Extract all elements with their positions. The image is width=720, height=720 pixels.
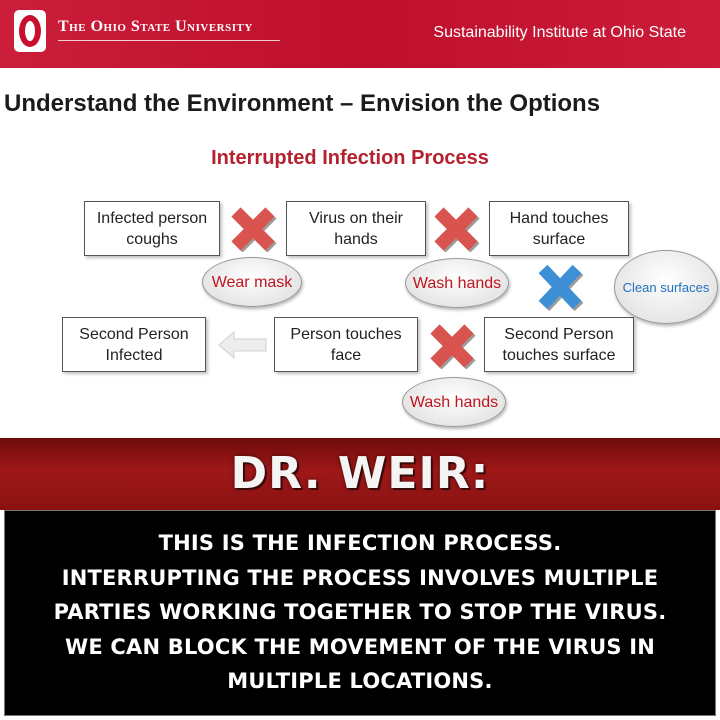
intervention-wash-hands-2: Wash hands <box>402 377 506 427</box>
blocked-x-icon <box>228 206 278 252</box>
step-infected-coughs: Infected person coughs <box>84 201 220 256</box>
institute-name: Sustainability Institute at Ohio State <box>433 24 686 41</box>
diagram-title: Interrupted Infection Process <box>211 147 489 169</box>
caption-line: MULTIPLE LOCATIONS. <box>227 669 493 693</box>
slide-title: Understand the Environment – Envision the Options <box>4 90 601 117</box>
caption-line: PARTIES WORKING TOGETHER TO STOP THE VIRUS. <box>53 600 667 624</box>
block-o-icon <box>19 15 41 47</box>
left-arrow-icon <box>218 330 268 360</box>
step-second-person-touches-surface: Second Person touches surface <box>484 317 634 372</box>
step-person-touches-face: Person touches face <box>274 317 418 372</box>
speaker-name: DR. WEIR: <box>230 448 490 499</box>
caption-line: INTERRUPTING THE PROCESS INVOLVES MULTIPLE <box>61 565 659 590</box>
university-underline <box>58 40 280 41</box>
step-hand-touches-surface: Hand touches surface <box>489 201 629 256</box>
caption-text <box>10 526 710 699</box>
caption-line: WE CAN BLOCK THE MOVEMENT OF THE VIRUS IN <box>64 634 656 659</box>
step-virus-on-hands: Virus on their hands <box>286 201 426 256</box>
blocked-x-icon <box>427 323 477 369</box>
blocked-x-blue-icon <box>535 263 585 311</box>
intervention-wash-hands: Wash hands <box>405 258 509 308</box>
caption-line: THIS IS THE INFECTION PROCESS. <box>158 531 562 555</box>
intervention-wear-mask: Wear mask <box>202 257 302 307</box>
university-header <box>0 0 720 68</box>
blocked-x-icon <box>431 206 481 252</box>
university-name: The Ohio State University <box>58 18 253 35</box>
osu-logo <box>14 10 46 52</box>
step-second-person-infected: Second Person Infected <box>62 317 206 372</box>
intervention-clean-surfaces: Clean surfaces <box>614 250 718 324</box>
